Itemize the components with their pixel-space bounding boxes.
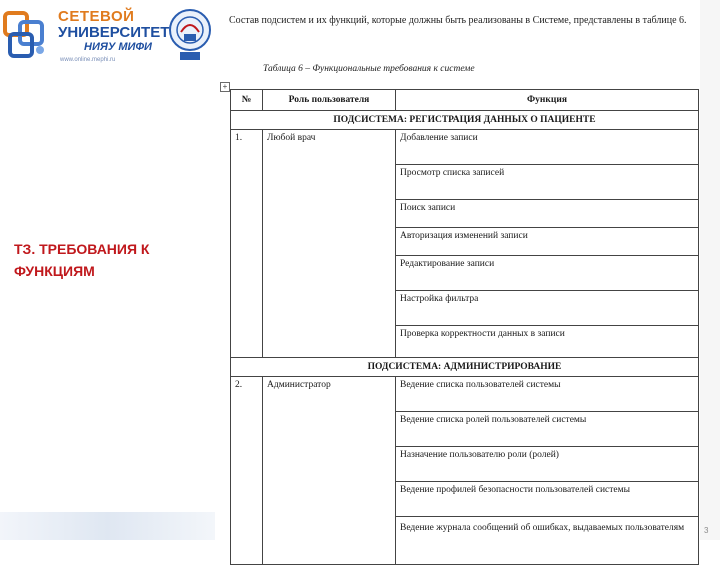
logo-line2: УНИВЕРСИТЕТ <box>58 24 170 41</box>
page-number: 3 <box>704 526 709 535</box>
function-cell: Проверка корректности данных в записи <box>396 326 699 358</box>
row-role: Администратор <box>263 377 396 565</box>
function-cell: Назначение пользователю роли (ролей) <box>396 447 699 482</box>
table-row <box>231 130 699 165</box>
row-number: 2. <box>231 377 263 565</box>
subsystem-row <box>231 111 699 130</box>
logo-url: www.online.mephi.ru <box>60 57 116 63</box>
university-emblem-icon <box>168 8 212 64</box>
subsystem-row <box>231 358 699 377</box>
function-cell: Настройка фильтра <box>396 291 699 326</box>
table-header-row <box>231 90 699 111</box>
header-function: Функция <box>396 90 699 111</box>
table-caption: Таблица 6 – Функциональные требования к системе <box>263 64 475 74</box>
right-margin-strip <box>700 0 720 540</box>
function-cell: Ведение списка ролей пользователей системы <box>396 412 699 447</box>
slide-title: ТЗ. ТРЕБОВАНИЯ К ФУНКЦИЯМ <box>14 241 150 279</box>
subsystem-title: ПОДСИСТЕМА: РЕГИСТРАЦИЯ ДАННЫХ О ПАЦИЕНТЕ <box>231 111 699 130</box>
function-cell: Ведение журнала сообщений об ошибках, выдаваемых пользователям <box>396 517 699 565</box>
left-pane <box>0 0 215 540</box>
table-move-handle-icon[interactable]: + <box>220 82 230 92</box>
logo-line1: СЕТЕВОЙ <box>58 8 135 25</box>
function-cell: Просмотр списка записей <box>396 165 699 200</box>
function-cell: Редактирование записи <box>396 256 699 291</box>
function-cell: Поиск записи <box>396 200 699 228</box>
logo-mark-icon <box>2 10 52 60</box>
function-cell: Авторизация изменений записи <box>396 228 699 256</box>
function-cell: Добавление записи <box>396 130 699 165</box>
row-number: 1. <box>231 130 263 358</box>
bottom-decoration <box>0 512 215 540</box>
table-row <box>231 377 699 412</box>
header-role: Роль пользователя <box>263 90 396 111</box>
logo-line3: НИЯУ МИФИ <box>84 41 152 53</box>
network-university-logo <box>2 4 210 66</box>
requirements-table <box>230 89 699 565</box>
header-number: № <box>231 90 263 111</box>
document-page <box>215 0 702 540</box>
function-cell: Ведение профилей безопасности пользователей системы <box>396 482 699 517</box>
row-role: Любой врач <box>263 130 396 358</box>
intro-paragraph: Состав подсистем и их функций, которые должны быть реализованы в Системе, представлены в таблице 6. <box>229 15 687 26</box>
subsystem-title: ПОДСИСТЕМА: АДМИНИСТРИРОВАНИЕ <box>231 358 699 377</box>
function-cell: Ведение списка пользователей системы <box>396 377 699 412</box>
